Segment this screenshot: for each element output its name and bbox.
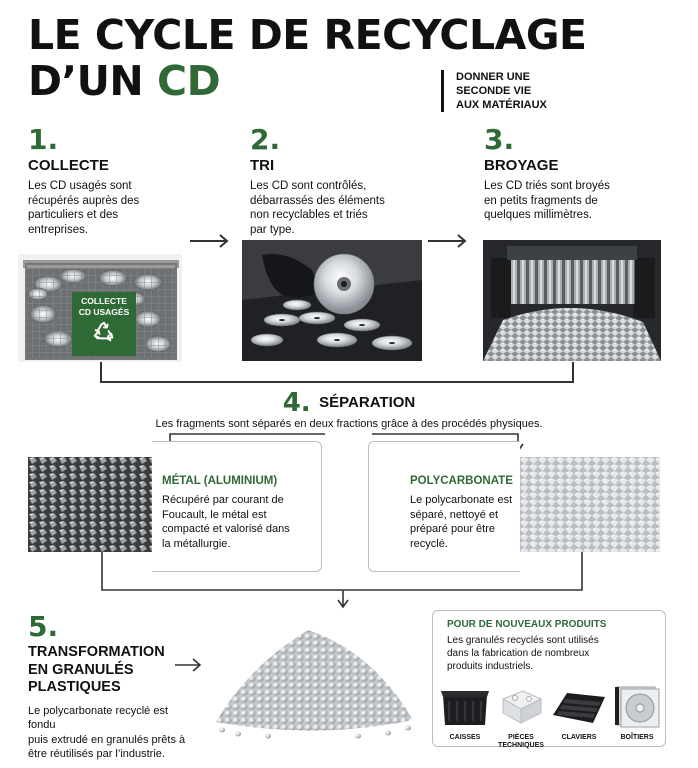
- crate-icon: [439, 685, 491, 729]
- step-title: COLLECTE: [28, 157, 109, 174]
- title-line-1: LE CYCLE DE RECYCLAGE: [28, 11, 587, 59]
- step-tri: [250, 125, 440, 237]
- step-description: Les CD sont contrôlés, débarrassés des éléments non recyclables et triés par type.: [250, 180, 385, 236]
- metal-description: Récupéré par courant de Foucault, le métal est compacté et valorisé dans la métallurgie.: [162, 494, 290, 550]
- polycarbonate-description: Le polycarbonate est séparé, nettoyé et préparé pour être recyclé.: [410, 494, 513, 550]
- collection-sign: [72, 296, 136, 346]
- step-number: 1.: [28, 123, 59, 156]
- product-label: CAISSES: [449, 734, 481, 741]
- polycarbonate-info: [410, 474, 520, 551]
- arrow-right-icon: [190, 234, 230, 248]
- polycarbonate-fragments-image: [520, 457, 660, 552]
- step-separation: [0, 388, 698, 418]
- separation-description: Les fragments sont séparés en deux fractions grâce à des procédés physiques.: [155, 418, 543, 430]
- product-label: BOÎTIERS: [620, 734, 654, 741]
- collection-bin-image: [18, 254, 182, 362]
- step-broyage: [484, 125, 684, 223]
- product-cd-case: [611, 683, 663, 742]
- technical-parts-icon: [495, 685, 547, 729]
- tagline-line: DONNER UNE: [456, 71, 530, 83]
- step-number: 4.: [282, 388, 311, 418]
- aluminium-fragments-image: [28, 457, 152, 552]
- keyboard-icon: [551, 685, 607, 729]
- step-number: 2.: [250, 123, 281, 156]
- step-title: TRANSFORMATION EN GRANULÉS PLASTIQUES: [28, 644, 165, 695]
- tagline-line: SECONDE VIE: [456, 85, 532, 97]
- step-description: Le polycarbonate recyclé est fondu puis extrudé en granulés prêts à être réutilisés par l’industrie.: [28, 704, 186, 760]
- arrow-right-icon: [428, 234, 468, 248]
- title-prefix: D’UN: [28, 57, 157, 105]
- product-crate: [439, 685, 491, 742]
- step-description: Les CD usagés sont récupérés auprès des particuliers et des entreprises.: [28, 180, 140, 236]
- tagline-line: AUX MATÉRIAUX: [456, 99, 547, 111]
- title-accent: CD: [157, 57, 221, 105]
- cd-case-icon: [611, 683, 663, 729]
- product-label: PIÈCES TECHNIQUES: [498, 734, 544, 749]
- new-products-panel: [432, 610, 666, 747]
- step-description: Les CD triés sont broyés en petits fragments de quelques millimètres.: [484, 180, 610, 221]
- step-number: 3.: [484, 123, 515, 156]
- step-number: 5.: [28, 610, 59, 643]
- step-transformation: [28, 612, 198, 762]
- new-products-title: POUR DE NOUVEAUX PRODUITS: [447, 619, 607, 630]
- shredder-image: [483, 240, 661, 361]
- product-keyboard: [551, 685, 607, 742]
- metal-info: [162, 474, 317, 551]
- polycarbonate-title: POLYCARBONATE: [410, 475, 513, 487]
- product-technical-parts: [495, 685, 547, 750]
- connector-bracket: [0, 360, 698, 391]
- recycle-icon: [93, 321, 115, 343]
- new-products-description: Les granulés recyclés sont utilisés dans la fabrication de nombreux produits industriels.: [447, 635, 599, 672]
- collection-sign-line: CD USAGÉS: [78, 307, 130, 317]
- metal-title: MÉTAL (ALUMINIUM): [162, 475, 278, 487]
- arrow-right-icon: [175, 658, 203, 672]
- tagline: [441, 70, 561, 112]
- step-title: TRI: [250, 157, 275, 174]
- step-collecte: [28, 125, 218, 237]
- step-title: BROYAGE: [484, 157, 559, 174]
- granules-image: [208, 612, 423, 742]
- collection-sign-line: COLLECTE: [81, 296, 127, 306]
- sorting-image: [242, 240, 422, 361]
- step-title: SÉPARATION: [319, 394, 416, 411]
- product-label: CLAVIERS: [561, 734, 597, 741]
